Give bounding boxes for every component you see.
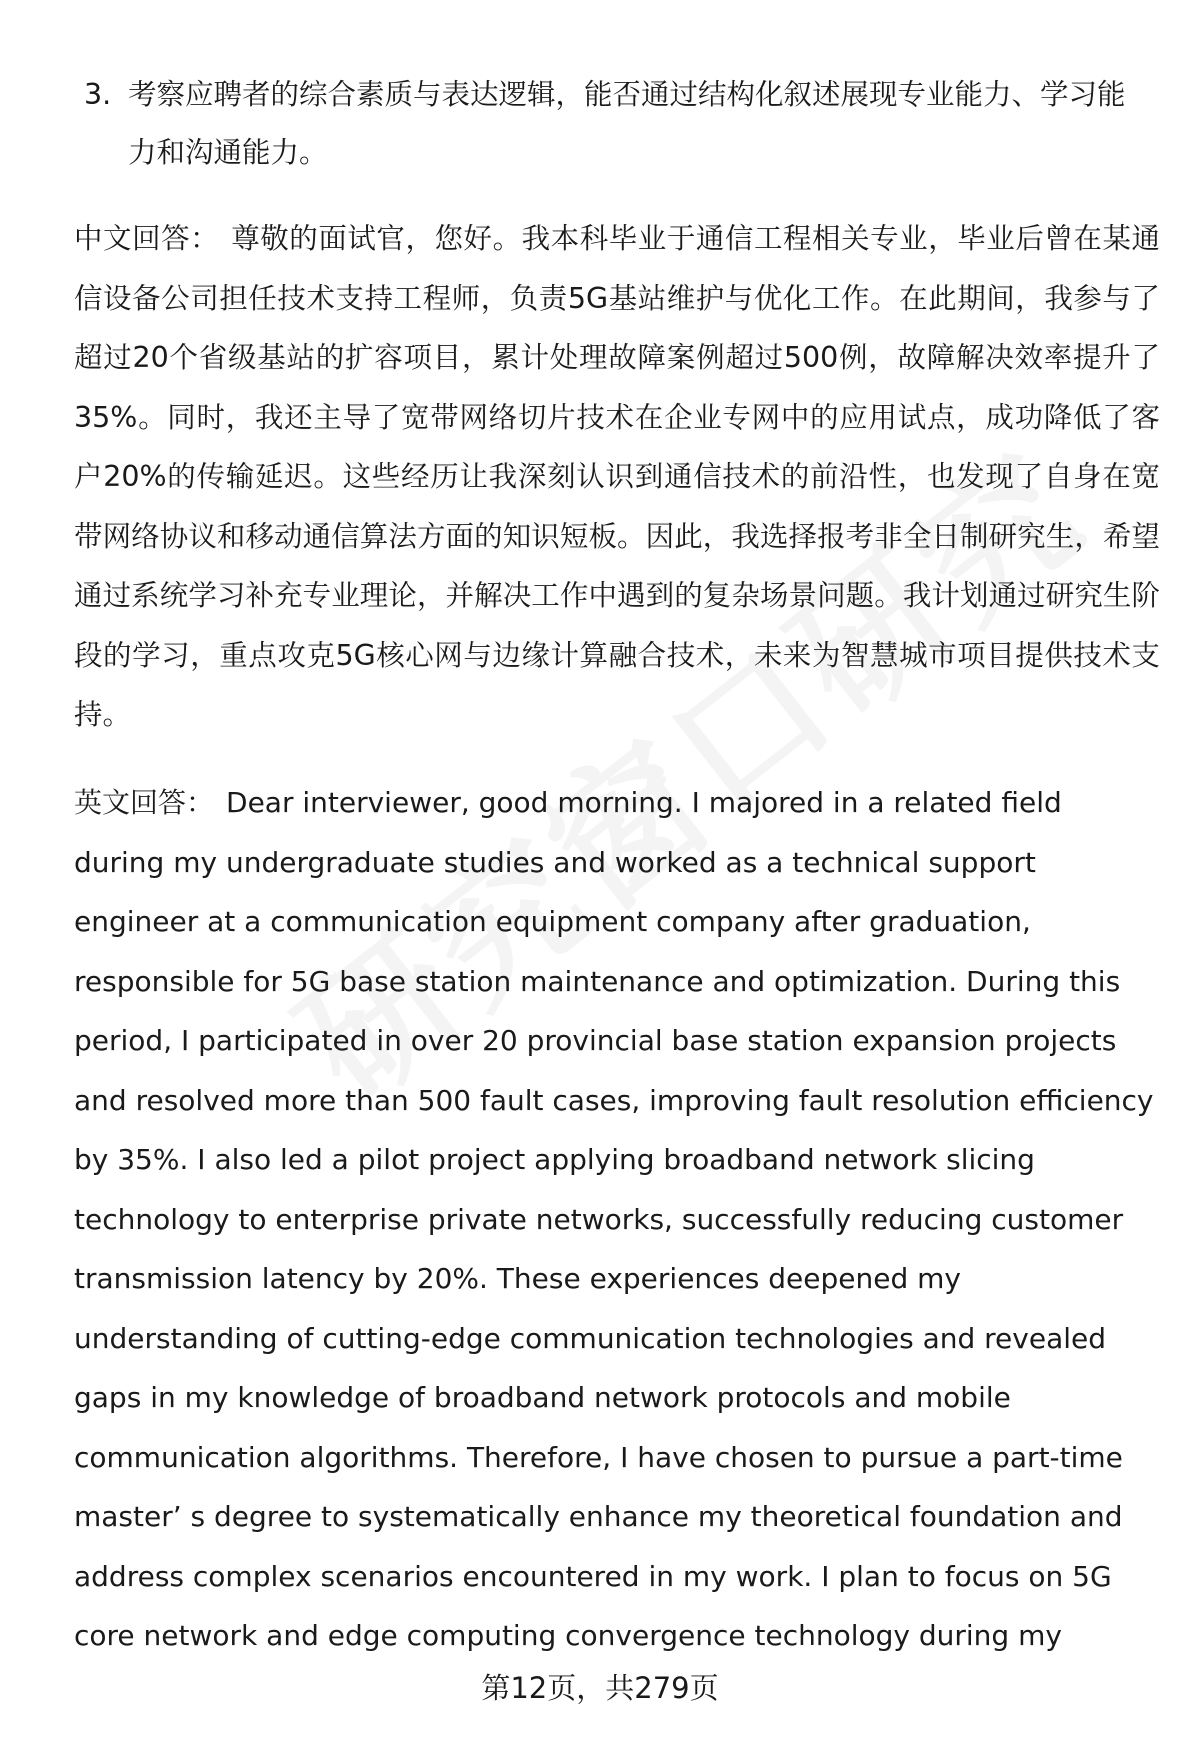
chinese-answer-paragraph — [74, 209, 1160, 745]
question-list-item — [84, 66, 1144, 182]
chinese-answer-text: 尊敬的面试官，您好。我本科毕业于通信工程相关专业，毕业后曾在某通信设备公司担任技术支持工程师，负责5G基站维护与优化工作。在此期间，我参与了超过20个省级基站的扩容项目，累计处理故障案例超过500例，故障解决效率提升了35%。同时，我还主导了宽带网络切片技术在企业专网中的应用试点，成功降低了客户20%的传输延迟。这些经历让我深刻认识到通信技术的前沿性，也发现了自身在宽带网络协议和移动通信算法方面的知识短板。因此，我选择报考非全日制研究生，希望通过系统学习补充专业理论，并解决工作中遇到的复杂场景问题。我计划通过研究生阶段的学习，重点攻克5G核心网与边缘计算融合技术，未来为智慧城市项目提供技术支持。 — [74, 222, 1160, 731]
page-indicator: 第12页，共279页 — [481, 1671, 719, 1705]
english-answer-text: Dear interviewer, good morning. I majored in a related field during my undergraduate studies and worked as a technical support engineer at a communication equipment company after graduation, responsible for 5G base station maintenance and optimization. During this period, I participated in over 20 provincial base station expansion projects and resolved more than 500 fault cases, improving fault resolution efficiency by 35%. I also led a pilot project applying broadband network slicing technology to enterprise private networks, successfully reducing customer transmission latency by 20%. These experiences deepened my understanding of cutting-edge communication technologies and revealed gaps in my knowledge of broadband network protocols and mobile communication algorithms. Therefore, I have chosen to pursue a part-time master’ s degree to systematically enhance my theoretical foundation and address complex scenarios encountered in my work. I plan to focus on 5G core network and edge computing convergence technology during my — [74, 786, 1154, 1652]
english-answer-paragraph — [74, 773, 1160, 1666]
list-item-text: 考察应聘者的综合素质与表达逻辑，能否通过结构化叙述展现专业能力、学习能力和沟通能力。 — [128, 78, 1126, 169]
english-answer-label: 英文回答： — [74, 786, 215, 819]
list-item-number: 3. — [84, 78, 112, 111]
chinese-answer-label: 中文回答： — [74, 222, 220, 255]
